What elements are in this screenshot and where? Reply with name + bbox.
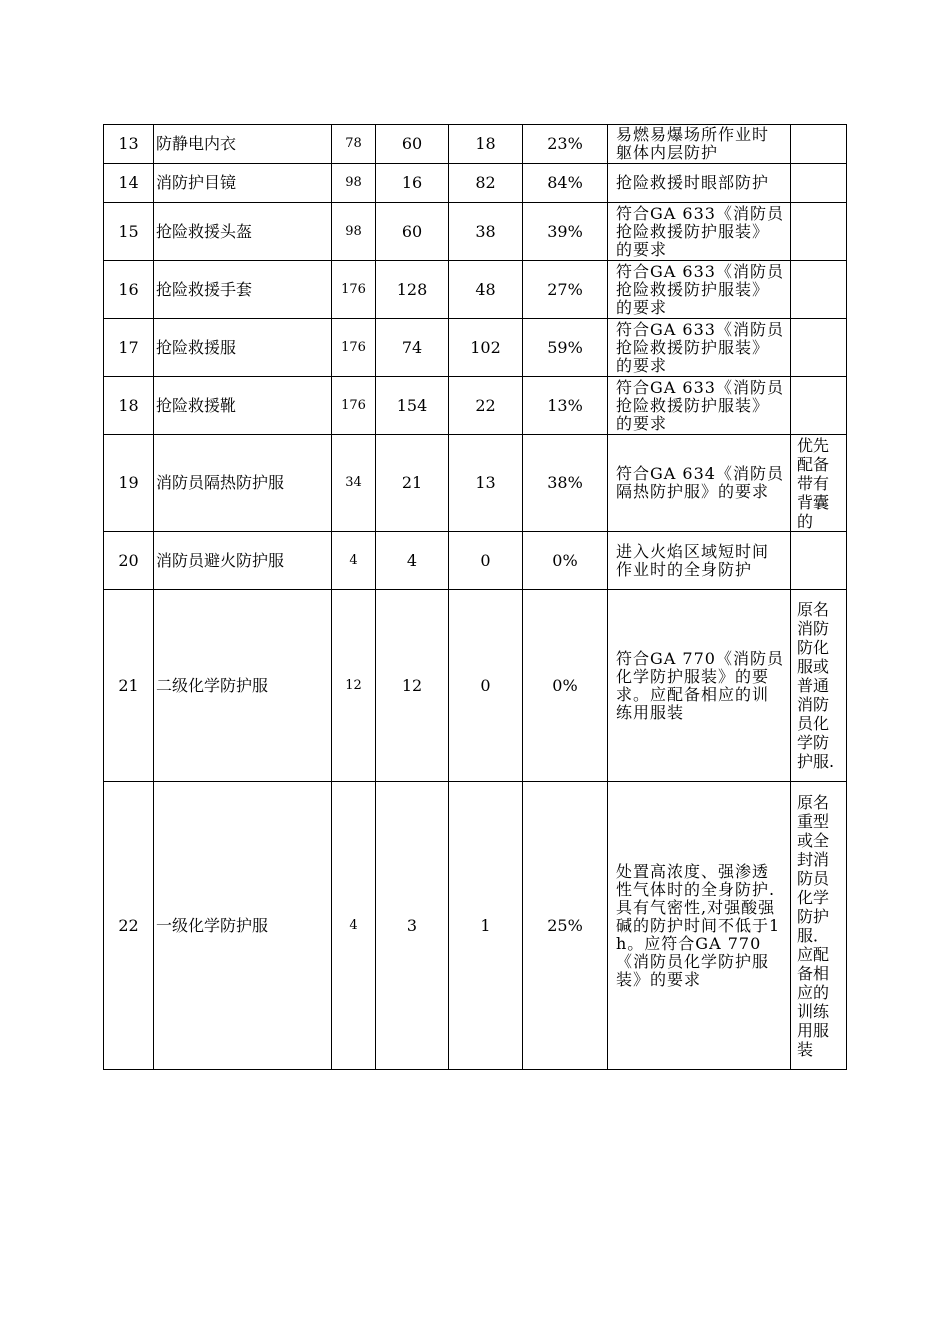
requirement-text: 易燃易爆场所作业时躯体内层防护 [608,125,791,164]
quantity-owned: 74 [376,319,449,377]
requirement-text: 符合GA 633《消防员抢险救援防护服装》的要求 [608,261,791,319]
item-name: 二级化学防护服 [154,590,332,782]
quantity-shortfall: 1 [449,782,523,1070]
row-number: 22 [104,782,154,1070]
quantity-shortfall: 0 [449,532,523,590]
row-number: 16 [104,261,154,319]
quantity-owned: 4 [376,532,449,590]
requirement-text: 处置高浓度、强渗透性气体时的全身防护.具有气密性,对强酸强碱的防护时间不低于1h。应符合GA 770《消防员化学防护服装》的要求 [608,782,791,1070]
shortfall-rate: 84% [523,164,608,203]
shortfall-rate: 59% [523,319,608,377]
quantity-owned: 128 [376,261,449,319]
quantity-required: 78 [332,125,376,164]
shortfall-rate: 27% [523,261,608,319]
requirement-text: 进入火焰区域短时间作业时的全身防护 [608,532,791,590]
table-row [104,319,847,377]
requirement-text: 符合GA 770《消防员化学防护服装》的要求。应配备相应的训练用服装 [608,590,791,782]
remark-text [791,377,847,435]
item-name: 抢险救援手套 [154,261,332,319]
table-row [104,261,847,319]
quantity-required: 176 [332,377,376,435]
quantity-shortfall: 22 [449,377,523,435]
quantity-shortfall: 48 [449,261,523,319]
quantity-required: 176 [332,261,376,319]
quantity-shortfall: 82 [449,164,523,203]
remark-text [791,319,847,377]
row-number: 18 [104,377,154,435]
row-number: 21 [104,590,154,782]
remark-text [791,532,847,590]
shortfall-rate: 0% [523,532,608,590]
table-row [104,532,847,590]
remark-text [791,125,847,164]
quantity-owned: 3 [376,782,449,1070]
requirement-text: 符合GA 634《消防员隔热防护服》的要求 [608,435,791,532]
quantity-owned: 60 [376,203,449,261]
quantity-required: 4 [332,782,376,1070]
remark-text: 原名重型或全封消防员化学防护服．应配备相应的训练用服装 [791,782,847,1070]
quantity-owned: 16 [376,164,449,203]
quantity-owned: 154 [376,377,449,435]
row-number: 19 [104,435,154,532]
remark-text: 原名消防防化服或普通消防员化学防护服. [791,590,847,782]
equipment-table [103,124,847,1070]
table-row [104,435,847,532]
item-name: 抢险救援靴 [154,377,332,435]
quantity-required: 4 [332,532,376,590]
remark-text: 优先配备带有背囊的 [791,435,847,532]
remark-text [791,203,847,261]
remark-text [791,261,847,319]
quantity-shortfall: 13 [449,435,523,532]
quantity-shortfall: 18 [449,125,523,164]
item-name: 一级化学防护服 [154,782,332,1070]
table-row [104,590,847,782]
table-row [104,377,847,435]
quantity-owned: 60 [376,125,449,164]
shortfall-rate: 13% [523,377,608,435]
requirement-text: 符合GA 633《消防员抢险救援防护服装》的要求 [608,203,791,261]
item-name: 消防员避火防护服 [154,532,332,590]
quantity-required: 98 [332,164,376,203]
shortfall-rate: 39% [523,203,608,261]
requirement-text: 符合GA 633《消防员抢险救援防护服装》的要求 [608,377,791,435]
item-name: 抢险救援头盔 [154,203,332,261]
row-number: 17 [104,319,154,377]
shortfall-rate: 0% [523,590,608,782]
quantity-required: 98 [332,203,376,261]
quantity-required: 34 [332,435,376,532]
table-row [104,782,847,1070]
shortfall-rate: 38% [523,435,608,532]
row-number: 13 [104,125,154,164]
item-name: 消防员隔热防护服 [154,435,332,532]
row-number: 15 [104,203,154,261]
item-name: 防静电内衣 [154,125,332,164]
row-number: 20 [104,532,154,590]
quantity-shortfall: 38 [449,203,523,261]
quantity-required: 12 [332,590,376,782]
item-name: 消防护目镜 [154,164,332,203]
shortfall-rate: 25% [523,782,608,1070]
table-row [104,125,847,164]
quantity-owned: 21 [376,435,449,532]
row-number: 14 [104,164,154,203]
table-row [104,164,847,203]
quantity-required: 176 [332,319,376,377]
item-name: 抢险救援服 [154,319,332,377]
remark-text [791,164,847,203]
shortfall-rate: 23% [523,125,608,164]
quantity-shortfall: 0 [449,590,523,782]
quantity-shortfall: 102 [449,319,523,377]
requirement-text: 符合GA 633《消防员抢险救援防护服装》的要求 [608,319,791,377]
table-row [104,203,847,261]
requirement-text: 抢险救援时眼部防护 [608,164,791,203]
quantity-owned: 12 [376,590,449,782]
